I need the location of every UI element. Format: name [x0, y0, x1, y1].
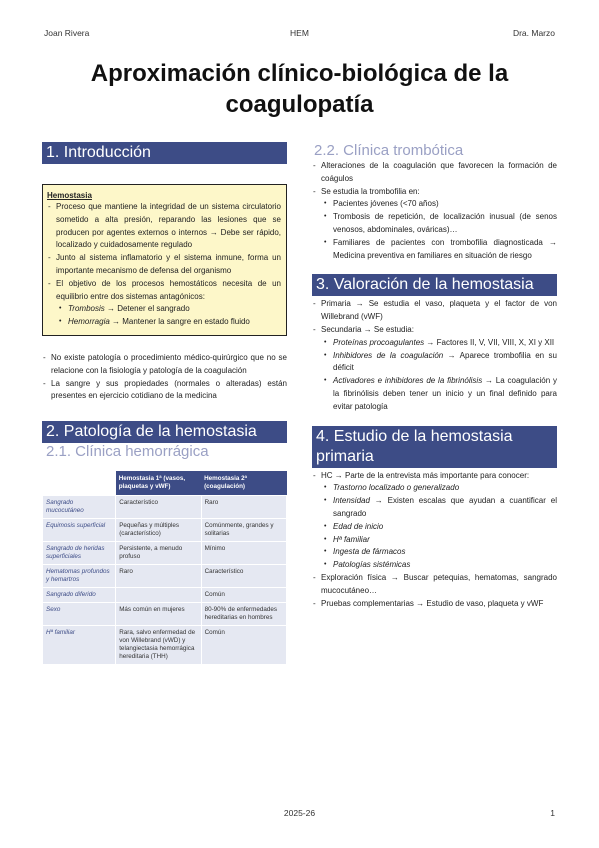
table-row: Hematomas profundos y hemartros Raro Característico [43, 565, 287, 588]
list-item-text: El objetivo de los procesos hemostáticos necesita de un equilibrio entre dos sistemas antagónicos: [56, 278, 281, 301]
sub-list-item: • Edad de inicio [321, 521, 557, 534]
table-corner [43, 471, 116, 496]
table-row: Sangrado mucocutáneo Característico Raro [43, 496, 287, 519]
sub-list-item: • Familiares de pacientes con trombofilia diagnosticada → Medicina preventiva en familiares en situación de riesgo [321, 237, 557, 263]
header-teacher: Dra. Marzo [512, 28, 555, 38]
sub-list-item: • Intensidad → Existen escalas que ayudan a cuantificar el sangrado [321, 495, 557, 521]
sub-list-item: • Ingesta de fármacos [321, 546, 557, 559]
page-title: Aproximación clínico-biológica de la coagulopatía [90, 60, 509, 118]
table-row: Sexo Más común en mujeres 80-90% de enfermedades hereditarias en hombres [43, 603, 287, 626]
subsection-heading-trombotica: 2.2. Clínica trombótica [314, 142, 464, 159]
sub-list-item: • Inhibidores de la coagulación → Aparece trombofilia en su déficit [321, 350, 557, 376]
list-item: - Primaria → Se estudia el vaso, plaqueta y el factor de von Willebrand (vWF) [312, 298, 557, 324]
right-column [312, 142, 557, 610]
sub-list-item: • Trombosis → Detener el sangrado [56, 303, 281, 316]
sub-list-item: • Trombosis de repetición, de localización inusual (de senos venosos, abdominales, ováricas)… [321, 211, 557, 237]
table-header: Hemostasia 1ª (vasos, plaquetas y vWF) [116, 471, 201, 496]
box-title: Hemostasia [47, 191, 92, 200]
table-row: Sangrado de heridas superficiales Persistente, a menudo profuso Mínimo [43, 542, 287, 565]
section-heading-patologia: 2. Patología de la hemostasia [42, 421, 287, 443]
sub-list-item: • Hª familiar [321, 534, 557, 547]
list-item: - La sangre y sus propiedades (normales o alteradas) están presentes en ejercicio cotidiano de la medicina [42, 378, 287, 404]
list-item: - Alteraciones de la coagulación que favorecen la formación de coágulos [312, 160, 557, 186]
sub-list-item: • Patologías sistémicas [321, 559, 557, 572]
section-heading-intro: 1. Introducción [42, 142, 287, 164]
list-item: - Secundaria → Se estudia: • Proteínas procoagulantes → Factores II, V, VII, VIII, X, XI y XII • Inhibidores de la coagulación → Aparece trombofilia en su déficit • Activadores e inhibidores de la fibrinólisis → La coagulación y la fibrinólisis deben tener un inicio y un final definido para evitar patología [312, 324, 557, 414]
section-heading-estudio: 4. Estudio de la hemostasia primaria [312, 426, 557, 468]
list-item: - Proceso que mantiene la integridad de un sistema circulatorio sometido a alta presión, reparando las lesiones que se producen por agentes externos o internos → Debe ser rápido, localizado y cuidadosamente regulado [47, 201, 281, 252]
list-item: - Junto al sistema inflamatorio y el sistema inmune, forma un importante mecanismo de defensa del organismo [47, 252, 281, 278]
list-item: - Se estudia la trombofilia en: • Pacientes jóvenes (<70 años) • Trombosis de repetición, de localización inusual (de senos venosos, abdominales, ováricas)… • Familiares de pacientes con trombofilia diagnosticada → Medicina preventiva en familiares en situación de riesgo [312, 186, 557, 263]
sub-list-item: • Trastorno localizado o generalizado [321, 482, 557, 495]
page-number: 1 [550, 808, 555, 818]
hemostasia-comparison-table [42, 471, 287, 665]
sub-list-item: • Activadores e inhibidores de la fibrinólisis → La coagulación y la fibrinólisis deben tener un inicio y un final definido para evitar patología [321, 375, 557, 413]
table-row: Equimosis superficial Pequeñas y múltiples (característico) Comúnmente, grandes y solitarias [43, 519, 287, 542]
header-author: Joan Rivera [44, 28, 90, 38]
hemostasia-box [42, 184, 287, 336]
list-item: - HC → Parte de la entrevista más importante para conocer: • Trastorno localizado o generalizado • Intensidad → Existen escalas que ayudan a cuantificar el sangrado • Edad de inicio • Hª familiar • Ingesta de fármacos • Patologías sistémicas [312, 470, 557, 572]
list-item: - Pruebas complementarias → Estudio de vaso, plaqueta y vWF [312, 598, 557, 611]
list-item [47, 278, 281, 329]
section-heading-valoracion: 3. Valoración de la hemostasia [312, 274, 557, 296]
subsection-heading-hemorragica: 2.1. Clínica hemorrágica [46, 443, 209, 461]
list-item: - Exploración física → Buscar petequias, hematomas, sangrado mucocutáneo… [312, 572, 557, 598]
table-header: Hemostasia 2ª (coagulación) [201, 471, 286, 496]
sub-list-item: • Proteínas procoagulantes → Factores II, V, VII, VIII, X, XI y XII [321, 337, 557, 350]
table-row: Hª familiar Rara, salvo enfermedad de von Willebrand (vWD) y telangiectasia hemorrágica hereditaria (THH) Común [43, 626, 287, 665]
list-item: - No existe patología o procedimiento médico-quirúrgico que no se relacione con la fisiología y patología de la coagulación [42, 352, 287, 378]
table-row: Sangrado diferido Común [43, 588, 287, 603]
sub-list-item: • Pacientes jóvenes (<70 años) [321, 198, 557, 211]
footer-year: 2025-26 [283, 808, 316, 818]
left-column [42, 142, 287, 665]
sub-list-item: • Hemorragia → Mantener la sangre en estado fluido [56, 316, 281, 329]
header-subject: HEM [290, 28, 309, 38]
